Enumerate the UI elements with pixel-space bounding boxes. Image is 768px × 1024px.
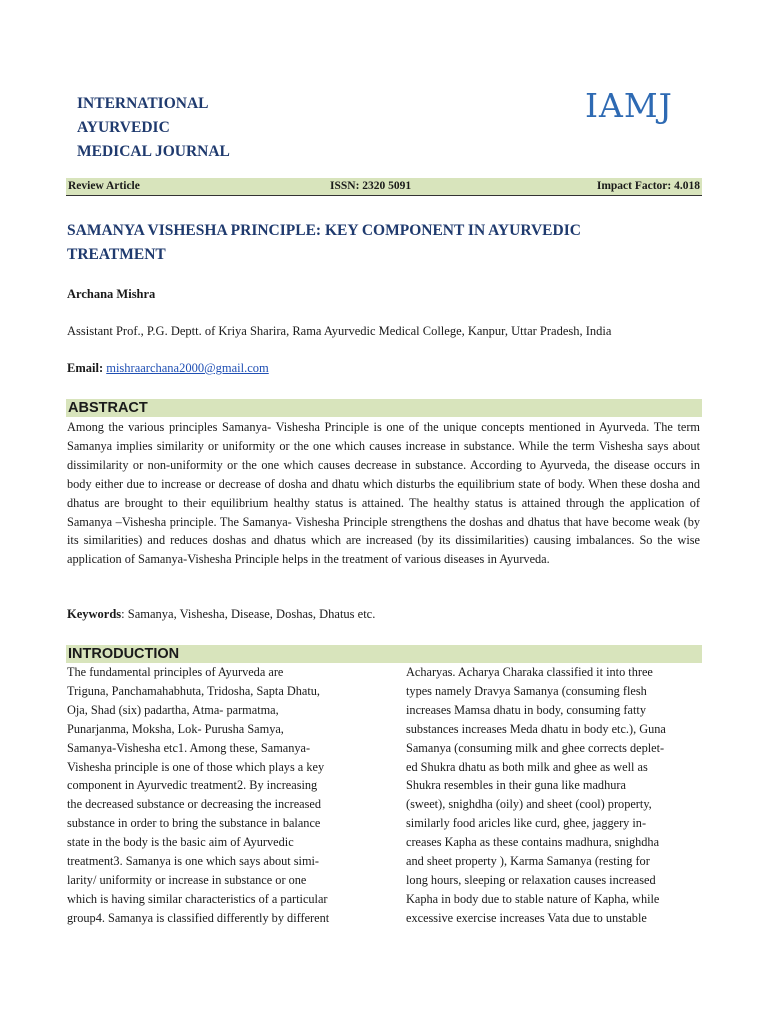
text-line: similarly food aricles like curd, ghee, jaggery in- <box>406 816 647 831</box>
text-line: excessive exercise increases Vata due to unstable <box>406 910 647 925</box>
impact-factor: Impact Factor: 4.018 <box>596 180 700 192</box>
text-line: group4. Samanya is classified differently by different <box>67 910 330 925</box>
text-line: Samanya-Vishesha etc1. Among these, Samanya- <box>67 740 311 755</box>
text-line: Samanya (consuming milk and ghee corrects deplet- <box>406 740 665 755</box>
author-affiliation: Assistant Prof., P.G. Deptt. of Kriya Sharira, Rama Ayurvedic Medical College, Kanpur, Uttar Pradesh, India <box>67 324 612 338</box>
text-line: larity/ uniformity or increase in substance or one <box>67 872 307 887</box>
email-label: Email: <box>67 361 104 375</box>
text-line: component in Ayurvedic treatment2. By increasing <box>67 778 318 793</box>
text-line: The fundamental principles of Ayurveda are <box>67 665 284 679</box>
abstract-heading: ABSTRACT <box>66 399 702 417</box>
journal-name-line: INTERNATIONAL <box>77 95 209 112</box>
text-line: types namely Dravya Samanya (consuming flesh <box>406 683 647 698</box>
introduction-heading: INTRODUCTION <box>66 645 702 663</box>
journal-name-line: AYURVEDIC <box>77 119 170 136</box>
article-meta-bar <box>66 178 702 196</box>
text-line: increases Mamsa dhatu in body, consuming fatty <box>406 702 646 717</box>
title-line: TREATMENT <box>67 246 166 263</box>
text-line: Acharyas. Acharya Charaka classified it into three <box>406 665 653 679</box>
keywords-text: : Samanya, Vishesha, Disease, Doshas, Dhatus etc. <box>121 607 376 621</box>
text-line: ed Shukra dhatu as both milk and ghee as well as <box>406 759 648 774</box>
issn: ISSN: 2320 5091 <box>330 180 412 192</box>
text-line: substance in order to bring the substance in balance <box>67 816 321 831</box>
email-line <box>67 361 269 376</box>
email-link[interactable]: mishraarchana2000@gmail.com <box>106 361 269 375</box>
text-line: long hours, sleeping or relaxation causes increased <box>406 872 656 887</box>
text-line: (sweet), snighdha (oily) and sheet (cool) property, <box>406 797 652 812</box>
journal-logo: IAMJ <box>585 86 673 125</box>
author-name: Archana Mishra <box>67 287 156 301</box>
abstract-text: Among the various principles Samanya- Vishesha Principle is one of the unique concepts mentioned in Ayurveda. The term Samanya implies similarity or uniformity or the one which causes increase in substance. While the term Vishesha says about dissimilarity or non-uniformity or the one which causes decrease in substance. According to Ayurveda, the disease occurs in body either due to increase or decrease of dosha and dhatu which disturbs the equilibrium state of body. When these dosha and dhatus are brought to their equilibrium healthy status is attained. The healthy status is attained through the application of Samanya –Vishesha principle. The Samanya- Vishesha Principle strengthens the doshas and dhatus that have become weak (by its similarities) and reduces doshas and dhatus which are increased (by its dissimilarities) causing imbalances. So the wise application of Samanya-Vishesha Principle helps in the treatment of various diseases in Ayurveda. <box>67 420 700 567</box>
article-title <box>67 219 687 267</box>
introduction-right-column <box>406 663 701 928</box>
text-line: Vishesha principle is one of those which plays a key <box>67 759 325 774</box>
introduction-left-column <box>67 663 361 928</box>
text-line: which is having similar characteristics of a particular <box>67 891 328 906</box>
keywords-label: Keywords <box>67 607 122 621</box>
text-line: substances increases Meda dhatu in body etc.), Guna <box>406 721 666 736</box>
title-line: SAMANYA VISHESHA PRINCIPLE: KEY COMPONENT IN AYURVEDIC <box>67 222 581 239</box>
text-line: and sheet property ), Karma Samanya (resting for <box>406 854 650 869</box>
text-line: state in the body is the basic aim of Ayurvedic <box>67 835 294 850</box>
text-line: Oja, Shad (six) padartha, Atma- parmatma, <box>67 702 279 717</box>
text-line: Triguna, Panchamahabhuta, Tridosha, Sapta Dhatu, <box>67 683 320 698</box>
article-type: Review Article <box>68 180 140 192</box>
journal-name-line: MEDICAL JOURNAL <box>77 143 230 160</box>
keywords-line <box>67 607 375 622</box>
text-line: Kapha in body due to stable nature of Kapha, while <box>406 891 660 906</box>
text-line: the decreased substance or decreasing the increased <box>67 797 322 812</box>
text-line: Shukra resembles in their guna like madhura <box>406 778 626 793</box>
text-line: creases Kapha as these contains madhura, snighdha <box>406 835 660 850</box>
text-line: treatment3. Samanya is one which says about simi- <box>67 854 320 869</box>
text-line: Punarjanma, Moksha, Lok- Purusha Samya, <box>67 721 284 736</box>
journal-name <box>77 92 230 164</box>
